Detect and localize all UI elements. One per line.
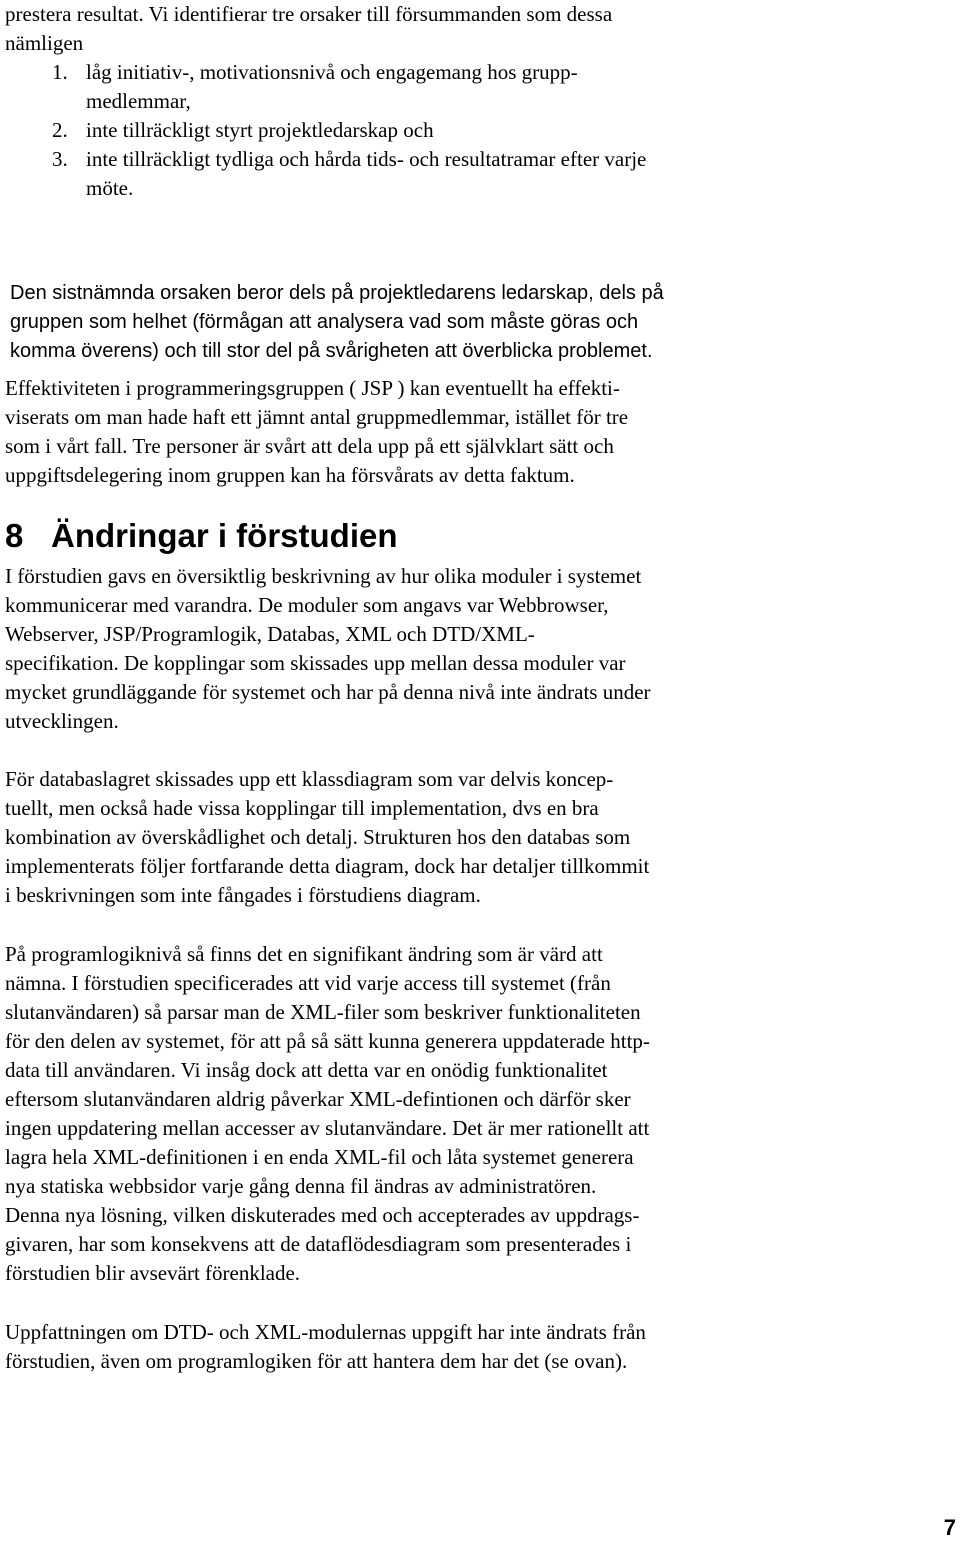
text-line: kommunicerar med varandra. De moduler som angavs var Webbrowser, — [5, 593, 609, 617]
list-item-number: 3. — [52, 147, 68, 171]
text-line: På programlogiknivå så finns det en signifikant ändring som är värd att — [5, 942, 603, 966]
text-line: nämna. I förstudien specificerades att vid varje access till systemet (från — [5, 971, 611, 995]
text-line: mycket grundläggande för systemet och har på denna nivå inte ändrats under — [5, 680, 651, 704]
text-line: Den sistnämnda orsaken beror dels på projektledarens ledarskap, dels på — [10, 282, 664, 304]
text-line: som i vårt fall. Tre personer är svårt att dela upp på ett självklart sätt och — [5, 434, 614, 458]
text-line: slutanvändaren) så parsar man de XML-filer som beskriver funktionaliteten — [5, 1000, 641, 1024]
text-line: prestera resultat. Vi identifierar tre orsaker till försummanden som dessa — [5, 2, 613, 26]
text-line: För databaslagret skissades upp ett klassdiagram som var delvis koncep- — [5, 767, 614, 791]
text-line: ingen uppdatering mellan accesser av slutanvändare. Det är mer rationellt att — [5, 1116, 650, 1140]
paragraph-effektivitet — [5, 374, 795, 490]
text-line: Effektiviteten i programmeringsgruppen ( JSP ) kan eventuellt ha effekti- — [5, 376, 620, 400]
list-item — [52, 116, 646, 145]
text-line: nya statiska webbsidor varje gång denna fil ändras av administratören. — [5, 1174, 597, 1198]
section-heading — [5, 514, 398, 558]
list-item-number: 2. — [52, 118, 68, 142]
text-line: Webserver, JSP/Programlogik, Databas, XML och DTD/XML- — [5, 622, 535, 646]
page-number: 7 — [943, 1515, 956, 1540]
text-line: utvecklingen. — [5, 709, 119, 733]
text-line: lagra hela XML-definitionen i en enda XML-fil och låta systemet generera — [5, 1145, 634, 1169]
text-line: Denna nya lösning, vilken diskuterades med och accepterades av uppdrags- — [5, 1203, 640, 1227]
text-line: uppgiftsdelegering inom gruppen kan ha försvårats av detta faktum. — [5, 463, 575, 487]
paragraph-forstudien — [5, 562, 795, 736]
intro-paragraph — [5, 0, 795, 58]
text-line: nämligen — [5, 31, 84, 55]
text-line: viserats om man hade haft ett jämnt antal gruppmedlemmar, istället för tre — [5, 405, 629, 429]
text-line: möte. — [86, 176, 134, 200]
text-line: implementerats följer fortfarande detta diagram, dock har detaljer tillkommit — [5, 854, 650, 878]
text-line: förstudien blir avsevärt förenklade. — [5, 1261, 301, 1285]
text-line: inte tillräckligt styrt projektledarskap och — [86, 118, 434, 142]
text-line: Uppfattningen om DTD- och XML-modulernas uppgift har inte ändrats från — [5, 1320, 646, 1344]
paragraph-dtd — [5, 1318, 795, 1376]
causes-list — [52, 58, 646, 203]
text-line: data till användaren. Vi insåg dock att detta var en onödig funktionalitet — [5, 1058, 608, 1082]
text-line: givaren, har som konsekvens att de dataflödesdiagram som presenterades i — [5, 1232, 632, 1256]
list-item-number: 1. — [52, 60, 68, 84]
text-line: I förstudien gavs en översiktlig beskrivning av hur olika moduler i systemet — [5, 564, 642, 588]
text-line: förstudien, även om programlogiken för att hantera dem har det (se ovan). — [5, 1349, 628, 1373]
text-line: kombination av överskådlighet och detalj. Strukturen hos den databas som — [5, 825, 631, 849]
text-line: specifikation. De kopplingar som skissades upp mellan dessa moduler var — [5, 651, 626, 675]
paragraph-programlogik — [5, 940, 795, 1288]
text-line: medlemmar, — [86, 89, 191, 113]
section-title: Ändringar i förstudien — [51, 517, 398, 554]
text-line: tuellt, men också hade vissa kopplingar till implementation, dvs en bra — [5, 796, 599, 820]
text-line: gruppen som helhet (förmågan att analysera vad som måste göras och — [10, 311, 639, 333]
section-number: 8 — [5, 517, 24, 554]
text-line: i beskrivningen som inte fångades i förstudiens diagram. — [5, 883, 481, 907]
text-line: eftersom slutanvändaren aldrig påverkar XML-defintionen och därför sker — [5, 1087, 631, 1111]
text-line: inte tillräckligt tydliga och hårda tids- och resultatramar efter varje — [86, 147, 647, 171]
text-line: för den delen av systemet, för att på så sätt kunna generera uppdaterade http- — [5, 1029, 650, 1053]
text-line: komma överens) och till stor del på svårigheten att överblicka problemet. — [10, 340, 653, 362]
paragraph-databas — [5, 765, 795, 910]
text-line: låg initiativ-, motivationsnivå och engagemang hos grupp- — [86, 60, 578, 84]
list-item — [52, 145, 646, 203]
list-item — [52, 58, 646, 116]
quoted-paragraph — [10, 279, 790, 366]
